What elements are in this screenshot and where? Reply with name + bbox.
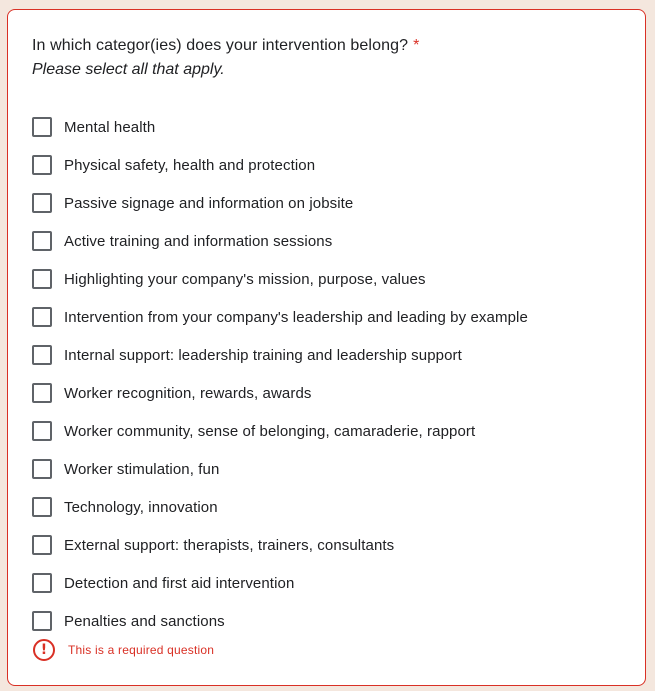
checkbox-option[interactable] — [32, 374, 528, 412]
checkbox-label: Penalties and sanctions — [64, 612, 225, 630]
checkbox-option[interactable] — [32, 108, 528, 146]
checkbox-option[interactable] — [32, 336, 528, 374]
checkbox[interactable] — [32, 307, 52, 327]
checkbox-option[interactable] — [32, 526, 528, 564]
question-card — [7, 9, 646, 686]
checkbox[interactable] — [32, 611, 52, 631]
checkbox-label: External support: therapists, trainers, consultants — [64, 536, 395, 554]
checkbox-label: Worker community, sense of belonging, camaraderie, rapport — [64, 422, 476, 440]
checkbox[interactable] — [32, 573, 52, 593]
checkbox[interactable] — [32, 459, 52, 479]
checkbox-option[interactable] — [32, 412, 528, 450]
checkbox-label: Worker recognition, rewards, awards — [64, 384, 312, 402]
checkbox-option[interactable] — [32, 260, 528, 298]
checkbox-option[interactable] — [32, 602, 528, 640]
checkbox[interactable] — [32, 155, 52, 175]
checkbox-option[interactable] — [32, 488, 528, 526]
checkbox-label: Mental health — [64, 118, 156, 136]
checkbox[interactable] — [32, 535, 52, 555]
checkbox-label: Worker stimulation, fun — [64, 460, 220, 478]
error-message: This is a required question — [68, 643, 215, 657]
checkbox-label: Detection and first aid intervention — [64, 574, 295, 592]
checkbox-option[interactable] — [32, 184, 528, 222]
alert-circle-icon: ! — [33, 639, 55, 661]
checkbox-options — [32, 108, 528, 640]
checkbox[interactable] — [32, 497, 52, 517]
checkbox-label: Internal support: leadership training and leadership support — [64, 346, 462, 364]
checkbox-label: Technology, innovation — [64, 498, 218, 516]
checkbox[interactable] — [32, 193, 52, 213]
required-asterisk: * — [413, 37, 420, 54]
question-subtitle: Please select all that apply. — [32, 61, 225, 78]
checkbox-option[interactable] — [32, 146, 528, 184]
checkbox-option[interactable] — [32, 298, 528, 336]
checkbox[interactable] — [32, 421, 52, 441]
question-title — [32, 35, 419, 57]
checkbox-label: Highlighting your company's mission, purpose, values — [64, 270, 426, 288]
checkbox-option[interactable] — [32, 222, 528, 260]
checkbox-label: Physical safety, health and protection — [64, 156, 316, 174]
checkbox-label: Active training and information sessions — [64, 232, 333, 250]
checkbox-option[interactable] — [32, 450, 528, 488]
checkbox[interactable] — [32, 117, 52, 137]
checkbox-label: Passive signage and information on jobsite — [64, 194, 354, 212]
question-title-text: In which categor(ies) does your intervention belong? — [32, 37, 409, 54]
required-error — [33, 639, 214, 661]
checkbox[interactable] — [32, 231, 52, 251]
checkbox[interactable] — [32, 345, 52, 365]
checkbox[interactable] — [32, 383, 52, 403]
checkbox[interactable] — [32, 269, 52, 289]
checkbox-label: Intervention from your company's leadership and leading by example — [64, 308, 528, 326]
checkbox-option[interactable] — [32, 564, 528, 602]
